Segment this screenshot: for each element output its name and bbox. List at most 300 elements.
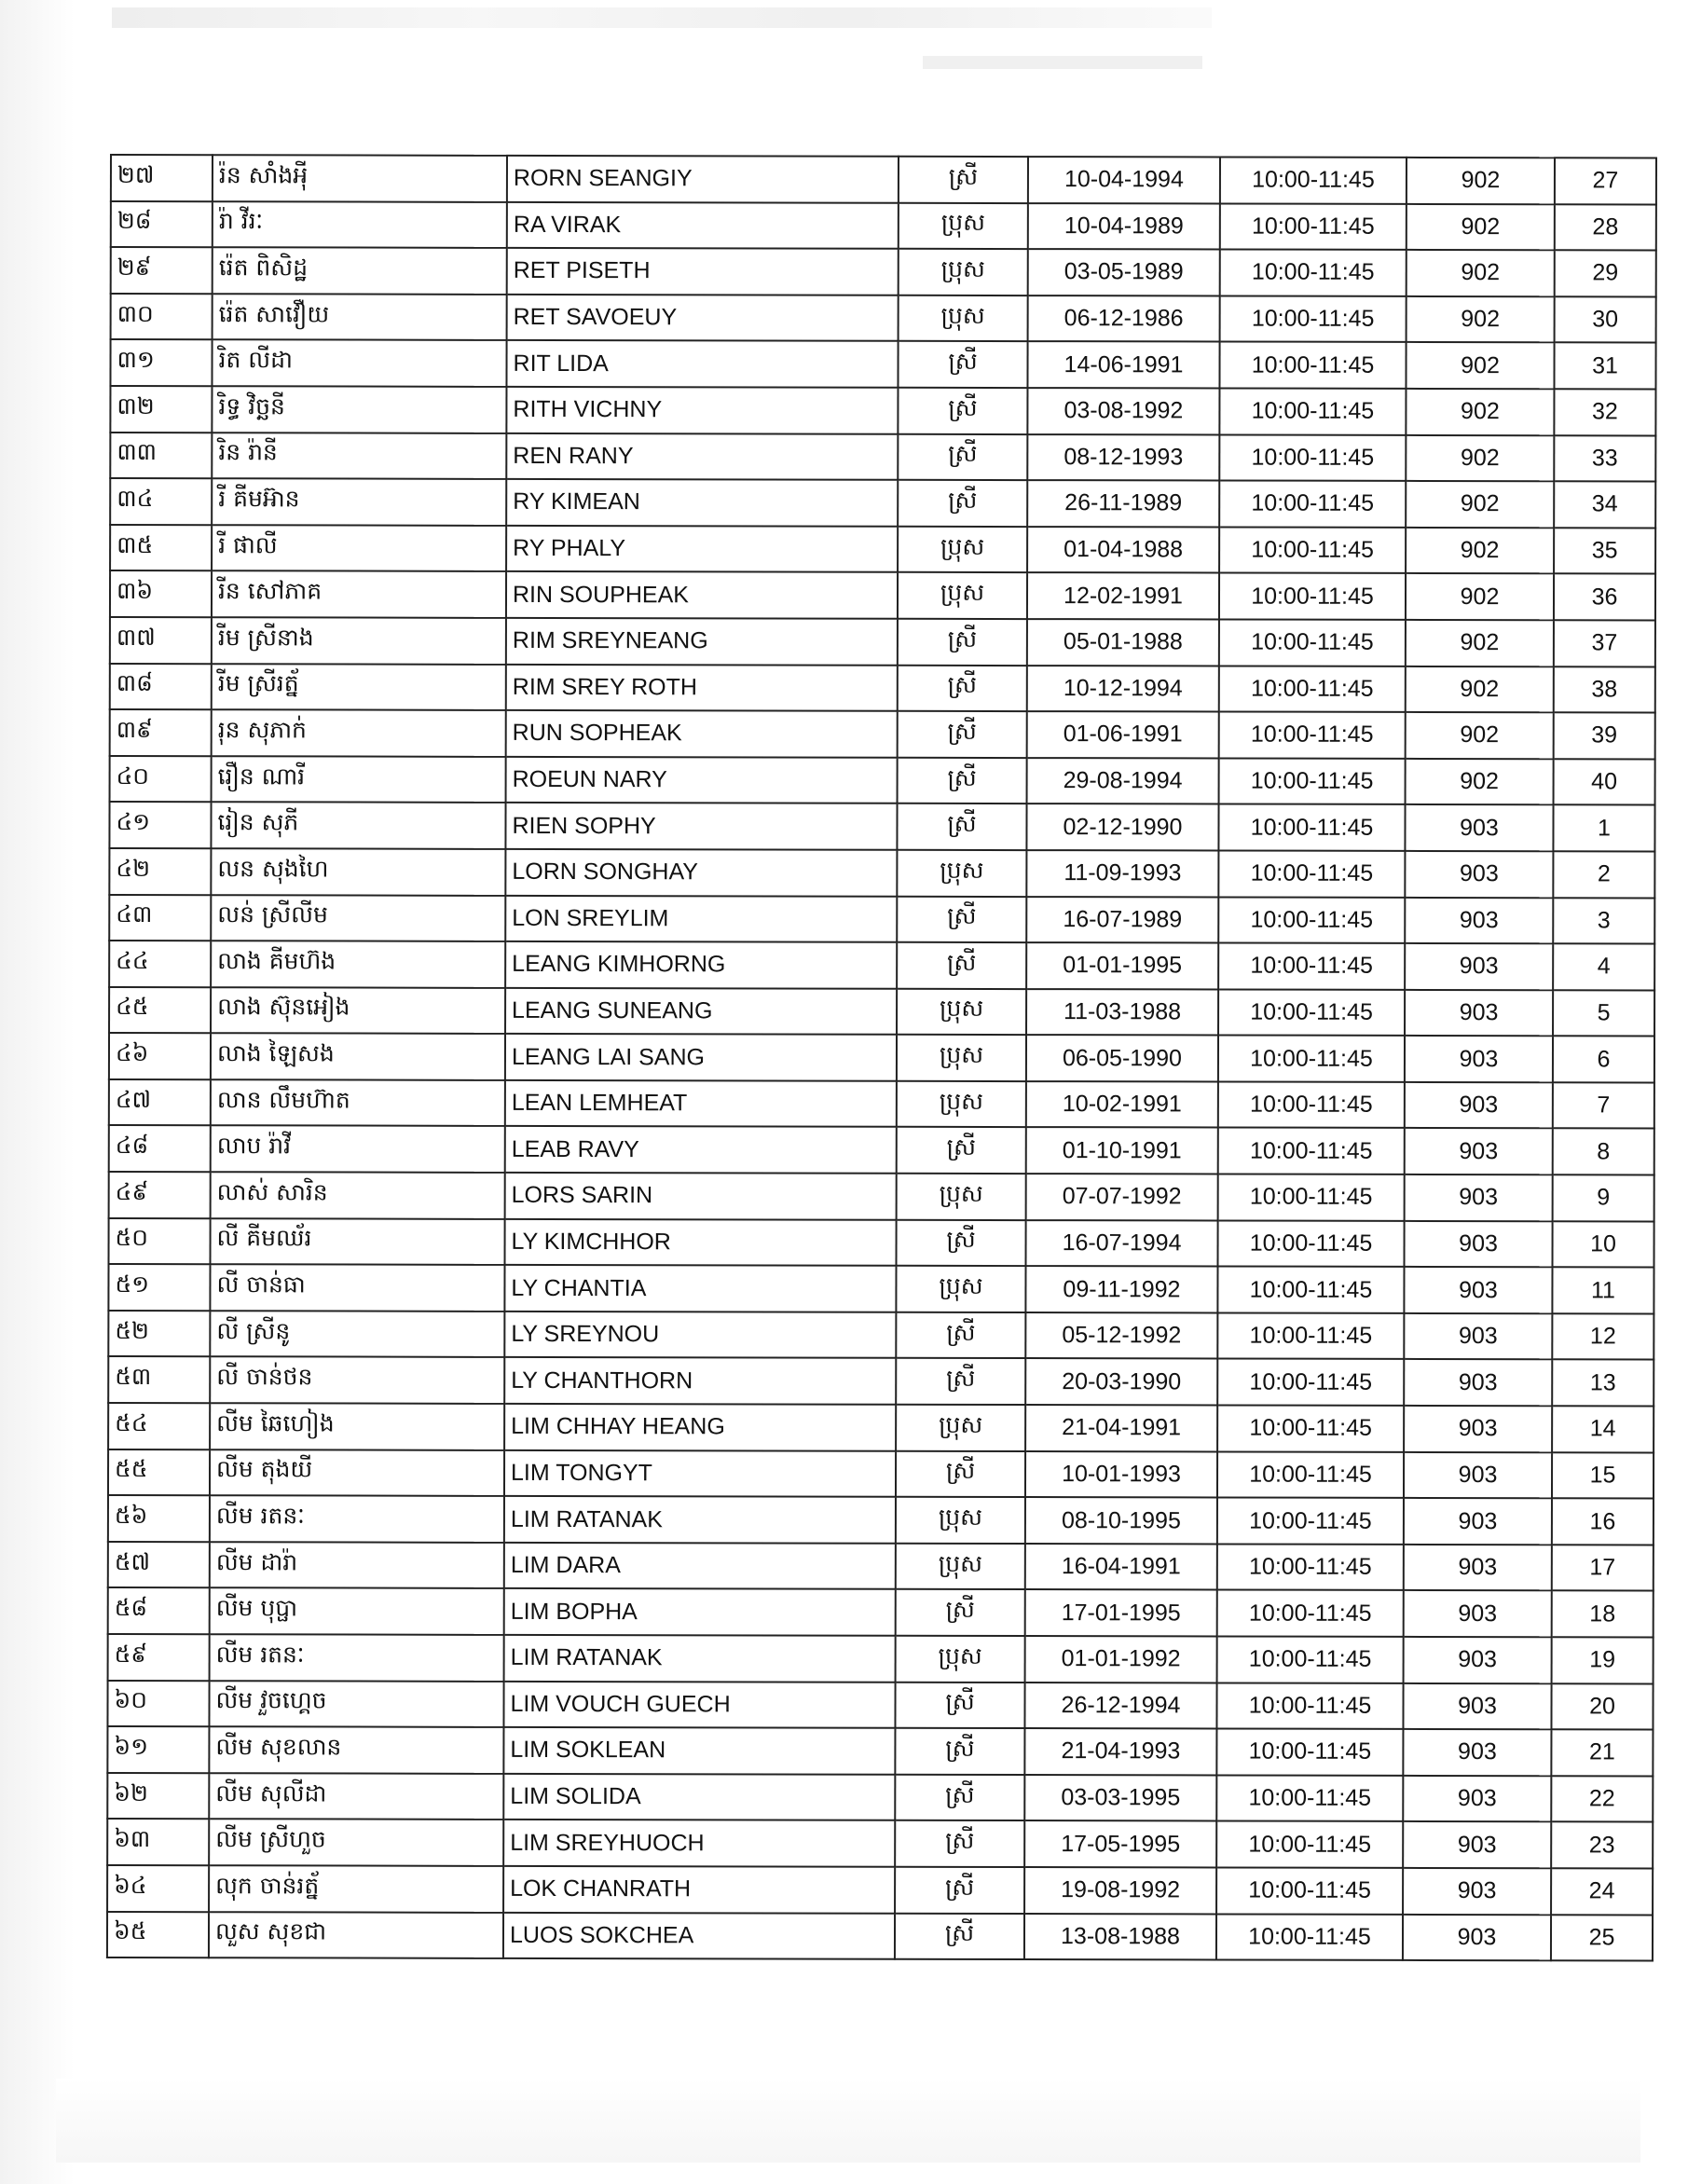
khmer-name-cell: រ៉ន សាំងអុី — [213, 155, 507, 201]
room-cell: 902 — [1406, 434, 1554, 481]
latin-name-cell: LIM SREYHUOCH — [503, 1820, 895, 1866]
sex-cell: ស្រី — [898, 433, 1027, 480]
date-of-birth-cell: 08-12-1993 — [1027, 434, 1219, 481]
table-row — [107, 1726, 1653, 1776]
exam-time-cell: 10:00-11:45 — [1219, 666, 1406, 712]
table-row — [108, 1264, 1654, 1313]
row-number-cell: ៤៧ — [109, 1079, 211, 1126]
seat-cell: 19 — [1552, 1637, 1654, 1683]
latin-name-cell: LEANG KIMHORNG — [505, 941, 897, 988]
date-of-birth-cell: 10-12-1994 — [1027, 666, 1219, 712]
khmer-name-cell: រ៉េត ពិសិដ្ឋ — [213, 247, 507, 294]
exam-time-cell: 10:00-11:45 — [1218, 989, 1405, 1036]
latin-name-cell: LIM CHHAY HEANG — [504, 1404, 896, 1450]
room-cell: 903 — [1405, 1082, 1553, 1129]
table-row — [108, 1587, 1654, 1637]
row-number-cell: ៦២ — [107, 1773, 209, 1820]
date-of-birth-cell: 03-08-1992 — [1027, 388, 1219, 434]
exam-time-cell: 10:00-11:45 — [1217, 1312, 1404, 1359]
seat-cell: 27 — [1555, 158, 1656, 204]
seat-cell: 10 — [1553, 1221, 1654, 1268]
sex-cell: ប្រុស — [897, 1081, 1026, 1128]
date-of-birth-cell: 07-07-1992 — [1026, 1174, 1218, 1220]
row-number-cell: ៥៣ — [108, 1356, 210, 1403]
khmer-name-cell: លីម រតនៈ — [210, 1634, 504, 1681]
table-row — [109, 848, 1654, 898]
exam-time-cell: 10:00-11:45 — [1216, 1914, 1403, 1960]
latin-name-cell: RIEN SOPHY — [505, 803, 897, 849]
table-row — [110, 339, 1655, 389]
latin-name-cell: LY KIMCHHOR — [505, 1219, 897, 1266]
date-of-birth-cell: 17-05-1995 — [1024, 1820, 1216, 1867]
table-row — [108, 1542, 1654, 1591]
room-cell: 903 — [1404, 1452, 1552, 1499]
exam-time-cell: 10:00-11:45 — [1218, 897, 1405, 943]
row-number-cell: ៤៥ — [109, 987, 211, 1034]
table-row — [110, 709, 1655, 759]
sex-cell: ស្រី — [897, 804, 1026, 850]
khmer-name-cell: លន់ ស្រីលីម — [211, 895, 505, 941]
khmer-name-cell: លាង ស៊ុនអៀង — [211, 987, 505, 1034]
exam-time-cell: 10:00-11:45 — [1219, 712, 1406, 759]
exam-time-cell: 10:00-11:45 — [1220, 203, 1407, 250]
latin-name-cell: RIM SREY ROTH — [506, 664, 898, 710]
row-number-cell: ៥១ — [108, 1264, 210, 1311]
table-row — [107, 1912, 1653, 1961]
table-row — [107, 1681, 1653, 1730]
latin-name-cell: LIM SOLIDA — [503, 1774, 895, 1820]
row-number-cell: ៥០ — [109, 1218, 211, 1265]
sex-cell: ស្រី — [898, 480, 1027, 527]
table-row — [107, 1819, 1653, 1868]
row-number-cell: ៥២ — [108, 1311, 210, 1357]
latin-name-cell: RITH VICHNY — [506, 387, 898, 433]
latin-name-cell: LY CHANTIA — [504, 1265, 896, 1312]
date-of-birth-cell: 06-05-1990 — [1026, 1035, 1218, 1081]
room-cell: 903 — [1403, 1776, 1551, 1822]
sex-cell: ប្រុស — [899, 202, 1028, 249]
seat-cell: 13 — [1552, 1360, 1654, 1407]
khmer-name-cell: លាង ឡៃសង — [211, 1034, 505, 1080]
table-row — [109, 802, 1654, 851]
row-number-cell: ៦៥ — [107, 1912, 209, 1958]
date-of-birth-cell: 16-07-1994 — [1026, 1220, 1218, 1267]
exam-time-cell: 10:00-11:45 — [1217, 1406, 1404, 1452]
seat-cell: 24 — [1551, 1868, 1653, 1915]
room-cell: 902 — [1406, 389, 1554, 435]
sex-cell: ប្រុស — [896, 1544, 1025, 1590]
khmer-name-cell: រីន សៅភាគ — [212, 571, 506, 618]
seat-cell: 38 — [1554, 666, 1655, 713]
khmer-name-cell: លីម ឆៃហៀង — [210, 1403, 504, 1449]
khmer-name-cell: លី ស្រីនូ — [210, 1311, 504, 1357]
date-of-birth-cell: 16-04-1991 — [1025, 1544, 1217, 1590]
sex-cell: ប្រុស — [897, 1035, 1026, 1081]
row-number-cell: ២៩ — [111, 247, 213, 294]
date-of-birth-cell: 01-06-1991 — [1027, 711, 1219, 758]
sex-cell: ស្រី — [896, 1358, 1025, 1405]
candidate-roster-table — [106, 154, 1657, 1962]
date-of-birth-cell: 26-12-1994 — [1024, 1683, 1216, 1729]
date-of-birth-cell: 11-03-1988 — [1026, 989, 1218, 1036]
sex-cell: ស្រី — [896, 1312, 1025, 1359]
room-cell: 902 — [1406, 528, 1554, 574]
date-of-birth-cell: 01-04-1988 — [1027, 527, 1219, 573]
row-number-cell: ៣២ — [110, 386, 212, 433]
khmer-name-cell: រិន រ៉ានី — [212, 433, 506, 479]
seat-cell: 25 — [1551, 1915, 1653, 1961]
seat-cell: 9 — [1553, 1174, 1654, 1221]
khmer-name-cell: លីម ដារ៉ា — [210, 1542, 504, 1588]
seat-cell: 18 — [1552, 1591, 1654, 1638]
room-cell: 903 — [1404, 1267, 1552, 1313]
seat-cell: 7 — [1553, 1082, 1654, 1129]
date-of-birth-cell: 01-10-1991 — [1026, 1128, 1218, 1174]
latin-name-cell: LIM RATANAK — [504, 1635, 896, 1682]
date-of-birth-cell: 01-01-1995 — [1026, 942, 1218, 989]
latin-name-cell: LON SREYLIM — [505, 895, 897, 941]
seat-cell: 1 — [1553, 805, 1654, 852]
exam-time-cell: 10:00-11:45 — [1219, 434, 1406, 481]
latin-name-cell: LEAN LEMHEAT — [505, 1080, 897, 1127]
exam-time-cell: 10:00-11:45 — [1218, 1081, 1405, 1128]
room-cell: 903 — [1403, 1729, 1551, 1776]
date-of-birth-cell: 21-04-1991 — [1025, 1405, 1217, 1451]
room-cell: 903 — [1405, 943, 1553, 990]
table-row — [108, 1311, 1654, 1360]
table-row — [108, 1356, 1654, 1406]
latin-name-cell: LUOS SOKCHEA — [503, 1912, 895, 1958]
sex-cell: ស្រី — [895, 1867, 1024, 1914]
exam-time-cell: 10:00-11:45 — [1220, 157, 1407, 203]
latin-name-cell: RIT LIDA — [506, 340, 898, 387]
sex-cell: ស្រី — [897, 1127, 1026, 1174]
table-row — [110, 386, 1655, 435]
exam-time-cell: 10:00-11:45 — [1219, 619, 1406, 666]
khmer-name-cell: លាស់ សារិន — [211, 1172, 505, 1218]
table-row — [110, 664, 1655, 713]
exam-time-cell: 10:00-11:45 — [1217, 1636, 1404, 1683]
latin-name-cell: LIM VOUCH GUECH — [503, 1681, 895, 1727]
exam-time-cell: 10:00-11:45 — [1216, 1867, 1403, 1914]
seat-cell: 20 — [1551, 1683, 1653, 1730]
seat-cell: 6 — [1553, 1037, 1654, 1083]
exam-time-cell: 10:00-11:45 — [1218, 943, 1405, 990]
sex-cell: ប្រុស — [899, 249, 1028, 295]
roster-body — [107, 155, 1656, 1961]
row-number-cell: ២៧ — [111, 155, 213, 201]
row-number-cell: ៤៣ — [109, 895, 211, 941]
table-row — [109, 1172, 1654, 1221]
row-number-cell: ៥៧ — [108, 1542, 210, 1588]
seat-cell: 5 — [1553, 990, 1654, 1037]
table-row — [111, 294, 1656, 343]
exam-time-cell: 10:00-11:45 — [1217, 1590, 1404, 1637]
khmer-name-cell: រ៉ា វីរៈ — [213, 201, 507, 248]
room-cell: 902 — [1407, 296, 1555, 343]
latin-name-cell: RIN SOUPHEAK — [506, 571, 898, 618]
date-of-birth-cell: 05-12-1992 — [1025, 1312, 1217, 1359]
row-number-cell: ៤១ — [109, 802, 211, 848]
table-row — [109, 895, 1654, 944]
row-number-cell: ៤៩ — [109, 1172, 211, 1218]
row-number-cell: ៥៤ — [108, 1403, 210, 1449]
date-of-birth-cell: 16-07-1989 — [1026, 897, 1218, 943]
seat-cell: 39 — [1554, 712, 1655, 759]
khmer-name-cell: រី គីមអ៊ាន — [212, 478, 506, 525]
scan-bleed-top-right — [923, 56, 1202, 69]
sex-cell: ស្រី — [897, 942, 1026, 989]
row-number-cell: ៥៨ — [108, 1587, 210, 1634]
table-row — [109, 987, 1654, 1037]
date-of-birth-cell: 13-08-1988 — [1024, 1914, 1216, 1960]
room-cell: 903 — [1405, 851, 1553, 898]
date-of-birth-cell: 02-12-1990 — [1026, 804, 1218, 850]
date-of-birth-cell: 20-03-1990 — [1025, 1358, 1217, 1405]
khmer-name-cell: លីម ស្រីហួច — [209, 1820, 503, 1866]
sex-cell: ស្រី — [895, 1728, 1024, 1775]
khmer-name-cell: រី ផាលី — [212, 525, 506, 571]
table-row — [108, 1634, 1654, 1683]
sex-cell: ប្រុស — [897, 988, 1026, 1035]
seat-cell: 15 — [1552, 1452, 1654, 1499]
room-cell: 903 — [1403, 1683, 1551, 1730]
room-cell: 902 — [1407, 204, 1555, 251]
table-row — [108, 1449, 1654, 1499]
sex-cell: ស្រី — [898, 341, 1027, 388]
date-of-birth-cell: 26-11-1989 — [1027, 480, 1219, 527]
table-row — [108, 1495, 1654, 1545]
table-row — [109, 1125, 1654, 1174]
room-cell: 903 — [1405, 1221, 1553, 1268]
seat-cell: 12 — [1552, 1313, 1654, 1360]
table-row — [107, 1773, 1653, 1822]
room-cell: 902 — [1406, 712, 1554, 759]
khmer-name-cell: រីម ស្រីនាង — [212, 617, 506, 664]
seat-cell: 4 — [1553, 943, 1654, 990]
scan-bleed-top — [112, 7, 1212, 28]
khmer-name-cell: លាប រ៉ាវី — [211, 1126, 505, 1173]
table-row — [109, 1079, 1654, 1129]
room-cell: 903 — [1403, 1914, 1551, 1960]
sex-cell: ប្រុស — [898, 527, 1027, 573]
sex-cell: ស្រី — [897, 1219, 1026, 1266]
exam-time-cell: 10:00-11:45 — [1217, 1544, 1404, 1590]
khmer-name-cell: លី ចាន់ធា — [210, 1264, 504, 1311]
row-number-cell: ៦៣ — [107, 1819, 209, 1865]
exam-time-cell: 10:00-11:45 — [1219, 481, 1406, 528]
seat-cell: 23 — [1551, 1822, 1653, 1869]
exam-time-cell: 10:00-11:45 — [1219, 342, 1406, 389]
date-of-birth-cell: 09-11-1992 — [1025, 1266, 1217, 1312]
exam-time-cell: 10:00-11:45 — [1217, 1267, 1404, 1313]
seat-cell: 33 — [1554, 435, 1655, 482]
seat-cell: 16 — [1552, 1498, 1654, 1545]
row-number-cell: ៣៤ — [110, 478, 212, 525]
exam-time-cell: 10:00-11:45 — [1216, 1821, 1403, 1868]
khmer-name-cell: លីម សុខលាន — [209, 1726, 503, 1773]
exam-time-cell: 10:00-11:45 — [1219, 573, 1406, 620]
seat-cell: 22 — [1551, 1776, 1653, 1822]
khmer-name-cell: លន សុងហៃ — [211, 848, 505, 895]
row-number-cell: ៣០ — [111, 294, 213, 340]
room-cell: 903 — [1405, 990, 1553, 1037]
latin-name-cell: LIM DARA — [504, 1543, 896, 1589]
khmer-name-cell: លីម វួចហ្គេច — [209, 1681, 503, 1727]
date-of-birth-cell: 10-01-1993 — [1025, 1451, 1217, 1498]
khmer-name-cell: រ៉េត សាវឿយ — [213, 294, 507, 340]
sex-cell: ស្រី — [898, 619, 1027, 666]
latin-name-cell: LIM BOPHA — [504, 1588, 896, 1635]
khmer-name-cell: រិត លីដា — [212, 340, 506, 387]
latin-name-cell: RET SAVOEUY — [507, 295, 899, 341]
date-of-birth-cell: 10-04-1989 — [1028, 203, 1220, 250]
table-row — [111, 247, 1656, 296]
row-number-cell: ៦៤ — [107, 1865, 209, 1912]
room-cell: 902 — [1406, 666, 1554, 712]
row-number-cell: ៦១ — [107, 1726, 209, 1773]
seat-cell: 36 — [1554, 574, 1655, 621]
exam-time-cell: 10:00-11:45 — [1218, 804, 1405, 851]
row-number-cell: ៦០ — [107, 1681, 209, 1727]
table-row — [110, 570, 1655, 620]
row-number-cell: ៣៥ — [110, 525, 212, 571]
room-cell: 902 — [1407, 158, 1555, 204]
latin-name-cell: LY CHANTHORN — [504, 1357, 896, 1404]
latin-name-cell: RY PHALY — [506, 526, 898, 572]
date-of-birth-cell: 10-02-1991 — [1026, 1081, 1218, 1128]
room-cell: 902 — [1407, 250, 1555, 296]
sex-cell: ស្រី — [897, 896, 1026, 942]
table-row — [111, 201, 1656, 251]
room-cell: 902 — [1406, 620, 1554, 666]
khmer-name-cell: លីម បុប្ផា — [210, 1588, 504, 1635]
latin-name-cell: LORN SONGHAY — [505, 849, 897, 896]
latin-name-cell: REN RANY — [506, 433, 898, 479]
row-number-cell: ៤៨ — [109, 1125, 211, 1172]
seat-cell: 21 — [1551, 1729, 1653, 1776]
date-of-birth-cell: 03-03-1995 — [1024, 1775, 1216, 1821]
sex-cell: ស្រី — [898, 757, 1027, 804]
row-number-cell: ៣៨ — [110, 664, 212, 710]
room-cell: 903 — [1405, 1174, 1553, 1221]
date-of-birth-cell: 10-04-1994 — [1028, 157, 1220, 203]
khmer-name-cell: លីម សុលីដា — [209, 1773, 503, 1820]
table-row — [109, 941, 1654, 990]
khmer-name-cell: លុក ចាន់រត្ន័ — [209, 1865, 503, 1912]
room-cell: 903 — [1404, 1313, 1552, 1360]
room-cell: 903 — [1404, 1545, 1552, 1591]
seat-cell: 8 — [1553, 1129, 1654, 1175]
seat-cell: 37 — [1554, 620, 1655, 666]
khmer-name-cell: លី ចាន់ថន — [210, 1357, 504, 1404]
room-cell: 902 — [1406, 342, 1554, 389]
latin-name-cell: ROEUN NARY — [506, 757, 898, 804]
seat-cell: 3 — [1553, 898, 1654, 944]
sex-cell: ប្រុស — [897, 1174, 1026, 1220]
room-cell: 903 — [1404, 1590, 1552, 1637]
khmer-name-cell: រឿន ណារី — [212, 756, 506, 803]
seat-cell: 28 — [1555, 204, 1656, 251]
date-of-birth-cell: 11-09-1993 — [1026, 850, 1218, 897]
khmer-name-cell: លាន លឹមហ៊ាត — [211, 1079, 505, 1126]
date-of-birth-cell: 19-08-1992 — [1024, 1867, 1216, 1914]
khmer-name-cell: លីម រតនៈ — [210, 1495, 504, 1542]
date-of-birth-cell: 08-10-1995 — [1025, 1497, 1217, 1544]
exam-time-cell: 10:00-11:45 — [1220, 295, 1407, 342]
khmer-name-cell: រុន សុភាក់ — [212, 709, 506, 756]
sex-cell: ប្រុស — [898, 572, 1027, 619]
seat-cell: 30 — [1555, 296, 1656, 343]
table-row — [109, 1218, 1654, 1268]
latin-name-cell: LEANG LAI SANG — [505, 1034, 897, 1080]
exam-time-cell: 10:00-11:45 — [1220, 250, 1407, 296]
khmer-name-cell: លួស សុខជា — [209, 1912, 503, 1958]
row-number-cell: ៣៦ — [110, 570, 212, 617]
room-cell: 903 — [1404, 1498, 1552, 1545]
sex-cell: ស្រី — [898, 665, 1027, 711]
row-number-cell: ៥៩ — [108, 1634, 210, 1681]
sex-cell: ស្រី — [896, 1589, 1025, 1636]
room-cell: 903 — [1405, 1036, 1553, 1082]
room-cell: 903 — [1405, 804, 1553, 851]
khmer-name-cell: លី គីមឈ័រ — [211, 1218, 505, 1265]
seat-cell: 31 — [1554, 343, 1655, 390]
exam-time-cell: 10:00-11:45 — [1218, 850, 1405, 897]
date-of-birth-cell: 06-12-1986 — [1028, 295, 1220, 342]
table-row — [110, 478, 1655, 528]
latin-name-cell: RET PISETH — [507, 248, 899, 295]
latin-name-cell: RUN SOPHEAK — [506, 710, 898, 757]
sex-cell: ប្រុស — [896, 1405, 1025, 1451]
exam-time-cell: 10:00-11:45 — [1218, 1174, 1405, 1221]
seat-cell: 29 — [1555, 250, 1656, 296]
room-cell: 903 — [1404, 1359, 1552, 1406]
room-cell: 903 — [1404, 1637, 1552, 1683]
latin-name-cell: LIM SOKLEAN — [503, 1727, 895, 1774]
seat-cell: 32 — [1554, 389, 1655, 435]
latin-name-cell: LEANG SUNEANG — [505, 988, 897, 1035]
date-of-birth-cell: 17-01-1995 — [1025, 1589, 1217, 1636]
sex-cell: ស្រី — [896, 1450, 1025, 1497]
seat-cell: 35 — [1554, 528, 1655, 574]
table-row — [111, 155, 1656, 204]
room-cell: 902 — [1406, 759, 1554, 805]
row-number-cell: ៣៧ — [110, 617, 212, 664]
khmer-name-cell: លីម តុងយី — [210, 1449, 504, 1496]
row-number-cell: ៤២ — [109, 848, 211, 895]
sex-cell: ស្រី — [895, 1775, 1024, 1821]
table-row — [110, 756, 1655, 805]
seat-cell: 34 — [1554, 481, 1655, 528]
date-of-birth-cell: 21-04-1993 — [1024, 1728, 1216, 1775]
exam-time-cell: 10:00-11:45 — [1217, 1498, 1404, 1545]
row-number-cell: ៣១ — [110, 339, 212, 386]
date-of-birth-cell: 05-01-1988 — [1027, 619, 1219, 666]
row-number-cell: ៥៦ — [108, 1495, 210, 1542]
khmer-name-cell: រីម ស្រីរត្ន័ — [212, 664, 506, 710]
sex-cell: ស្រី — [898, 711, 1027, 758]
exam-time-cell: 10:00-11:45 — [1219, 758, 1406, 804]
table-row — [109, 1033, 1654, 1082]
room-cell: 903 — [1403, 1821, 1551, 1868]
exam-time-cell: 10:00-11:45 — [1218, 1036, 1405, 1082]
date-of-birth-cell: 01-01-1992 — [1025, 1636, 1217, 1683]
room-cell: 902 — [1406, 573, 1554, 620]
table-row — [108, 1403, 1654, 1452]
exam-time-cell: 10:00-11:45 — [1216, 1683, 1403, 1729]
sex-cell: ប្រុស — [899, 295, 1028, 342]
